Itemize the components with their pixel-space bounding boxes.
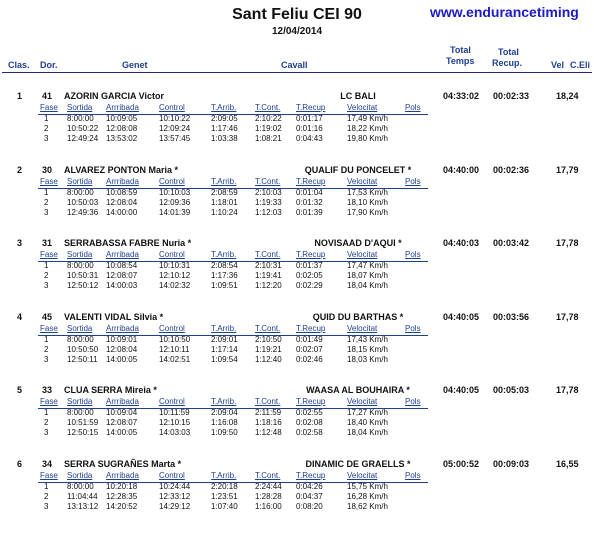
leg-cell: 1 xyxy=(44,114,49,123)
leg-header-arrribada: Arrribada xyxy=(106,103,139,112)
leg-cell: 2:09:05 xyxy=(211,114,238,123)
leg-cell: 3 xyxy=(44,208,49,217)
leg-cell: 14:00:05 xyxy=(106,428,138,437)
leg-header-tarrib: T.Arrib. xyxy=(211,324,237,333)
leg-cell: 2:08:54 xyxy=(211,261,238,270)
leg-header-pols: Pols xyxy=(405,397,421,406)
leg-header-tarrib: T.Arrib. xyxy=(211,250,237,259)
leg-cell: 1:28:28 xyxy=(255,492,282,501)
leg-cell: 2:10:31 xyxy=(255,261,282,270)
col-cavall: Cavall xyxy=(281,60,308,70)
leg-cell: 1:03:38 xyxy=(211,134,238,143)
leg-cell: 12:10:15 xyxy=(159,418,191,427)
rider-rank: 6 xyxy=(17,459,23,469)
col-celi: C.Eli xyxy=(570,60,591,70)
leg-cell: 14:03:03 xyxy=(159,428,191,437)
horse-name: NOVISAAD D'AQUI * xyxy=(314,238,402,248)
leg-cell: 11:04:44 xyxy=(67,492,98,501)
leg-cell: 12:08:07 xyxy=(106,418,138,427)
leg-header-fase: Fase xyxy=(40,397,58,406)
horse-name: QUALIF DU PONCELET * xyxy=(304,165,412,175)
leg-header-fase: Fase xyxy=(40,471,58,480)
rider-bib: 30 xyxy=(42,165,53,175)
leg-header-velocitat: Velocitat xyxy=(347,177,378,186)
leg-cell: 2:24:44 xyxy=(255,482,282,491)
total-recovery: 00:05:03 xyxy=(493,385,530,395)
leg-cell: 1:17:36 xyxy=(211,271,238,280)
leg-cell: 0:02:08 xyxy=(296,418,323,427)
leg-cell: 12:08:04 xyxy=(106,198,138,207)
leg-cell: 1:17:14 xyxy=(211,345,238,354)
leg-cell: 1:19:02 xyxy=(255,124,282,133)
col-total-temps-2: Temps xyxy=(446,56,475,66)
rider-rank: 5 xyxy=(17,385,23,395)
leg-cell: 0:01:39 xyxy=(296,208,323,217)
leg-header-tcont: T.Cont. xyxy=(255,471,281,480)
leg-cell: 1 xyxy=(44,408,49,417)
leg-cell: 1:19:41 xyxy=(255,271,282,280)
leg-cell: 13:53:02 xyxy=(106,134,138,143)
leg-cell: 14:00:03 xyxy=(106,281,138,290)
leg-cell: 10:09:05 xyxy=(106,114,138,123)
leg-cell: 1:12:20 xyxy=(255,281,282,290)
leg-header-tcont: T.Cont. xyxy=(255,250,281,259)
rider-name: AZORIN GARCIA Victor xyxy=(64,91,165,101)
leg-cell: 18,15 Km/h xyxy=(347,345,388,354)
leg-cell: 12:50:12 xyxy=(67,281,99,290)
page-title: Sant Feliu CEI 90 xyxy=(232,6,362,23)
leg-header-tcont: T.Cont. xyxy=(255,177,281,186)
leg-cell: 2:11:59 xyxy=(255,408,282,417)
leg-header-tcont: T.Cont. xyxy=(255,397,281,406)
rider-rank: 1 xyxy=(17,91,23,101)
total-recovery: 00:03:56 xyxy=(493,312,530,322)
leg-header-tarrib: T.Arrib. xyxy=(211,397,237,406)
leg-cell: 12:10:12 xyxy=(159,271,191,280)
leg-cell: 10:10:03 xyxy=(159,188,191,197)
leg-header-trecup: T.Recup xyxy=(296,250,326,259)
leg-cell: 0:01:17 xyxy=(296,114,323,123)
leg-header-tarrib: T.Arrib. xyxy=(211,471,237,480)
leg-header-arrribada: Arrribada xyxy=(106,250,139,259)
leg-header-fase: Fase xyxy=(40,324,58,333)
leg-header-pols: Pols xyxy=(405,324,421,333)
leg-cell: 18,62 Km/h xyxy=(347,502,388,511)
leg-header-arrribada: Arrribada xyxy=(106,397,139,406)
rider-rank: 4 xyxy=(17,312,23,322)
site-url: www.endurancetiming xyxy=(430,4,579,20)
leg-cell: 18,22 Km/h xyxy=(347,124,388,133)
leg-header-tcont: T.Cont. xyxy=(255,103,281,112)
leg-cell: 2 xyxy=(44,124,49,133)
leg-cell: 0:01:49 xyxy=(296,335,323,344)
leg-cell: 17,53 Km/h xyxy=(347,188,388,197)
leg-cell: 10:50:31 xyxy=(67,271,99,280)
leg-header-tcont: T.Cont. xyxy=(255,324,281,333)
leg-cell: 1:12:40 xyxy=(255,355,282,364)
avg-speed: 17,78 xyxy=(556,312,579,322)
rider-bib: 41 xyxy=(42,91,53,101)
leg-cell: 1:18:01 xyxy=(211,198,238,207)
avg-speed: 17,78 xyxy=(556,238,579,248)
leg-header-control: Control xyxy=(159,397,185,406)
leg-cell: 2:08:59 xyxy=(211,188,238,197)
rider-bib: 34 xyxy=(42,459,53,469)
leg-header-velocitat: Velocitat xyxy=(347,471,378,480)
leg-cell: 1:16:08 xyxy=(211,418,238,427)
leg-cell: 10:51:59 xyxy=(67,418,99,427)
leg-cell: 12:33:12 xyxy=(159,492,191,501)
leg-cell: 1:10:24 xyxy=(211,208,238,217)
leg-header-sortida: Sortida xyxy=(67,471,93,480)
leg-cell: 2 xyxy=(44,418,49,427)
leg-header-arrribada: Arrribada xyxy=(106,471,139,480)
leg-cell: 0:04:37 xyxy=(296,492,323,501)
leg-cell: 1 xyxy=(44,261,49,270)
leg-cell: 1:09:51 xyxy=(211,281,238,290)
leg-cell: 17,27 Km/h xyxy=(347,408,388,417)
leg-cell: 1 xyxy=(44,188,49,197)
leg-cell: 0:02:55 xyxy=(296,408,323,417)
leg-header-sortida: Sortida xyxy=(67,324,93,333)
leg-cell: 8:00:00 xyxy=(67,188,94,197)
total-time: 04:40:00 xyxy=(443,165,480,175)
total-time: 04:40:05 xyxy=(443,312,480,322)
leg-cell: 16,28 Km/h xyxy=(347,492,388,501)
leg-cell: 14:00:00 xyxy=(106,208,138,217)
leg-cell: 0:02:29 xyxy=(296,281,323,290)
leg-cell: 12:09:36 xyxy=(159,198,191,207)
leg-cell: 14:20:52 xyxy=(106,502,138,511)
col-total-recup-2: Recup. xyxy=(492,58,523,68)
col-total-recup-1: Total xyxy=(498,47,519,57)
leg-cell: 1:12:03 xyxy=(255,208,282,217)
leg-header-velocitat: Velocitat xyxy=(347,250,378,259)
col-total-temps-1: Total xyxy=(450,45,471,55)
leg-cell: 10:50:22 xyxy=(67,124,99,133)
leg-header-trecup: T.Recup xyxy=(296,177,326,186)
avg-speed: 16,55 xyxy=(556,459,579,469)
leg-cell: 14:00:05 xyxy=(106,355,138,364)
leg-cell: 10:11:59 xyxy=(159,408,190,417)
leg-cell: 2 xyxy=(44,271,49,280)
leg-cell: 0:02:05 xyxy=(296,271,323,280)
leg-cell: 1:09:50 xyxy=(211,428,238,437)
leg-cell: 12:49:24 xyxy=(67,134,99,143)
avg-speed: 17,79 xyxy=(556,165,579,175)
leg-header-trecup: T.Recup xyxy=(296,103,326,112)
leg-header-fase: Fase xyxy=(40,103,58,112)
leg-header-fase: Fase xyxy=(40,177,58,186)
leg-header-pols: Pols xyxy=(405,471,421,480)
leg-cell: 13:13:12 xyxy=(67,502,99,511)
rider-name: SERRA SUGRAÑES Marta * xyxy=(64,459,182,469)
leg-cell: 12:08:08 xyxy=(106,124,138,133)
rider-rank: 3 xyxy=(17,238,23,248)
leg-cell: 0:01:37 xyxy=(296,261,323,270)
leg-cell: 0:02:07 xyxy=(296,345,323,354)
rider-bib: 45 xyxy=(42,312,53,322)
leg-header-trecup: T.Recup xyxy=(296,324,326,333)
rider-name: CLUA SERRA Mireia * xyxy=(64,385,157,395)
rider-name: VALENTI VIDAL Silvia * xyxy=(64,312,164,322)
leg-cell: 8:00:00 xyxy=(67,408,94,417)
leg-header-arrribada: Arrribada xyxy=(106,177,139,186)
leg-cell: 1 xyxy=(44,482,49,491)
leg-cell: 14:29:12 xyxy=(159,502,191,511)
leg-cell: 8:00:00 xyxy=(67,335,94,344)
event-date: 12/04/2014 xyxy=(271,26,323,37)
header-rule xyxy=(2,72,592,73)
leg-header-control: Control xyxy=(159,177,185,186)
leg-header-control: Control xyxy=(159,324,185,333)
leg-cell: 12:50:11 xyxy=(67,355,98,364)
leg-cell: 19,80 Km/h xyxy=(347,134,388,143)
leg-cell: 10:08:54 xyxy=(106,261,138,270)
leg-cell: 1:19:21 xyxy=(255,345,282,354)
leg-cell: 1:17:46 xyxy=(211,124,238,133)
leg-cell: 1 xyxy=(44,335,49,344)
leg-cell: 8:00:00 xyxy=(67,482,94,491)
leg-cell: 17,47 Km/h xyxy=(347,261,388,270)
leg-cell: 12:28:35 xyxy=(106,492,138,501)
total-recovery: 00:02:33 xyxy=(493,91,530,101)
rider-name: SERRABASSA FABRE Nuria * xyxy=(64,238,192,248)
leg-header-sortida: Sortida xyxy=(67,103,93,112)
col-genet: Genet xyxy=(122,60,148,70)
leg-cell: 1:18:16 xyxy=(255,418,282,427)
leg-cell: 1:12:48 xyxy=(255,428,282,437)
horse-name: LC BALI xyxy=(340,91,376,101)
leg-cell: 10:10:31 xyxy=(159,261,191,270)
leg-cell: 18,40 Km/h xyxy=(347,418,388,427)
leg-cell: 3 xyxy=(44,134,49,143)
leg-cell: 17,90 Km/h xyxy=(347,208,388,217)
total-time: 04:33:02 xyxy=(443,91,480,101)
leg-cell: 14:02:32 xyxy=(159,281,191,290)
leg-cell: 2 xyxy=(44,345,49,354)
leg-header-control: Control xyxy=(159,471,185,480)
leg-header-velocitat: Velocitat xyxy=(347,324,378,333)
rider-rank: 2 xyxy=(17,165,23,175)
leg-header-arrribada: Arrribada xyxy=(106,324,139,333)
leg-cell: 3 xyxy=(44,428,49,437)
leg-cell: 10:20:18 xyxy=(106,482,138,491)
leg-cell: 2:09:01 xyxy=(211,335,238,344)
avg-speed: 18,24 xyxy=(556,91,579,101)
leg-cell: 8:00:00 xyxy=(67,114,94,123)
total-time: 05:00:52 xyxy=(443,459,480,469)
leg-cell: 0:08:20 xyxy=(296,502,323,511)
leg-cell: 10:24:44 xyxy=(159,482,191,491)
leg-header-control: Control xyxy=(159,103,185,112)
leg-header-trecup: T.Recup xyxy=(296,471,326,480)
col-clas: Clas. xyxy=(8,60,30,70)
total-recovery: 00:03:42 xyxy=(493,238,530,248)
leg-cell: 10:50:50 xyxy=(67,345,99,354)
leg-cell: 3 xyxy=(44,355,49,364)
leg-cell: 12:10:11 xyxy=(159,345,190,354)
rider-bib: 33 xyxy=(42,385,53,395)
leg-header-sortida: Sortida xyxy=(67,177,93,186)
leg-cell: 15,75 Km/h xyxy=(347,482,388,491)
leg-header-trecup: T.Recup xyxy=(296,397,326,406)
rider-name: ALVAREZ PONTON Maria * xyxy=(64,165,179,175)
leg-header-sortida: Sortida xyxy=(67,397,93,406)
horse-name: QUID DU BARTHAS * xyxy=(312,312,404,322)
leg-cell: 3 xyxy=(44,502,49,511)
leg-cell: 0:02:46 xyxy=(296,355,323,364)
leg-header-pols: Pols xyxy=(405,177,421,186)
rider-bib: 31 xyxy=(42,238,53,248)
leg-cell: 10:10:22 xyxy=(159,114,191,123)
leg-cell: 18,04 Km/h xyxy=(347,428,388,437)
total-recovery: 00:02:36 xyxy=(493,165,530,175)
leg-cell: 1:16:00 xyxy=(255,502,282,511)
total-time: 04:40:05 xyxy=(443,385,480,395)
leg-cell: 2 xyxy=(44,492,49,501)
leg-cell: 12:08:07 xyxy=(106,271,138,280)
leg-cell: 18,10 Km/h xyxy=(347,198,388,207)
total-recovery: 00:09:03 xyxy=(493,459,530,469)
leg-cell: 2:10:22 xyxy=(255,114,282,123)
total-time: 04:40:03 xyxy=(443,238,480,248)
leg-header-tarrib: T.Arrib. xyxy=(211,103,237,112)
leg-cell: 0:01:32 xyxy=(296,198,323,207)
leg-cell: 2:10:50 xyxy=(255,335,282,344)
leg-cell: 2:20:18 xyxy=(211,482,238,491)
leg-cell: 12:49:36 xyxy=(67,208,99,217)
leg-cell: 12:50:15 xyxy=(67,428,99,437)
leg-cell: 0:01:16 xyxy=(296,124,323,133)
leg-header-fase: Fase xyxy=(40,250,58,259)
leg-cell: 1:08:21 xyxy=(255,134,282,143)
leg-cell: 17,49 Km/h xyxy=(347,114,388,123)
leg-header-velocitat: Velocitat xyxy=(347,397,378,406)
leg-cell: 10:08:59 xyxy=(106,188,138,197)
horse-name: WAASA AL BOUHAIRA * xyxy=(306,385,410,395)
leg-cell: 10:10:50 xyxy=(159,335,191,344)
leg-cell: 3 xyxy=(44,281,49,290)
leg-header-pols: Pols xyxy=(405,250,421,259)
leg-cell: 1:23:51 xyxy=(211,492,238,501)
leg-cell: 0:01:04 xyxy=(296,188,323,197)
leg-cell: 14:02:51 xyxy=(159,355,191,364)
col-dor: Dor. xyxy=(40,60,58,70)
leg-cell: 18,04 Km/h xyxy=(347,281,388,290)
leg-cell: 10:09:01 xyxy=(106,335,138,344)
leg-cell: 0:04:26 xyxy=(296,482,323,491)
leg-header-sortida: Sortida xyxy=(67,250,93,259)
leg-cell: 12:09:24 xyxy=(159,124,191,133)
leg-cell: 0:02:58 xyxy=(296,428,323,437)
leg-cell: 10:09:04 xyxy=(106,408,138,417)
leg-cell: 17,43 Km/h xyxy=(347,335,388,344)
leg-cell: 13:57:45 xyxy=(159,134,191,143)
leg-header-pols: Pols xyxy=(405,103,421,112)
leg-header-tarrib: T.Arrib. xyxy=(211,177,237,186)
leg-cell: 14:01:39 xyxy=(159,208,191,217)
leg-cell: 10:50:03 xyxy=(67,198,99,207)
avg-speed: 17,78 xyxy=(556,385,579,395)
leg-cell: 1:19:33 xyxy=(255,198,282,207)
leg-cell: 18,07 Km/h xyxy=(347,271,388,280)
leg-header-control: Control xyxy=(159,250,185,259)
leg-cell: 0:04:43 xyxy=(296,134,323,143)
col-vel: Vel xyxy=(551,60,565,70)
leg-cell: 12:08:04 xyxy=(106,345,138,354)
leg-cell: 18,03 Km/h xyxy=(347,355,388,364)
leg-header-velocitat: Velocitat xyxy=(347,103,378,112)
leg-cell: 2:10:03 xyxy=(255,188,282,197)
leg-cell: 2 xyxy=(44,198,49,207)
leg-cell: 1:09:54 xyxy=(211,355,238,364)
leg-cell: 2:09:04 xyxy=(211,408,238,417)
leg-cell: 1:07:40 xyxy=(211,502,238,511)
leg-cell: 8:00:00 xyxy=(67,261,94,270)
horse-name: DINAMIC DE GRAELLS * xyxy=(305,459,411,469)
